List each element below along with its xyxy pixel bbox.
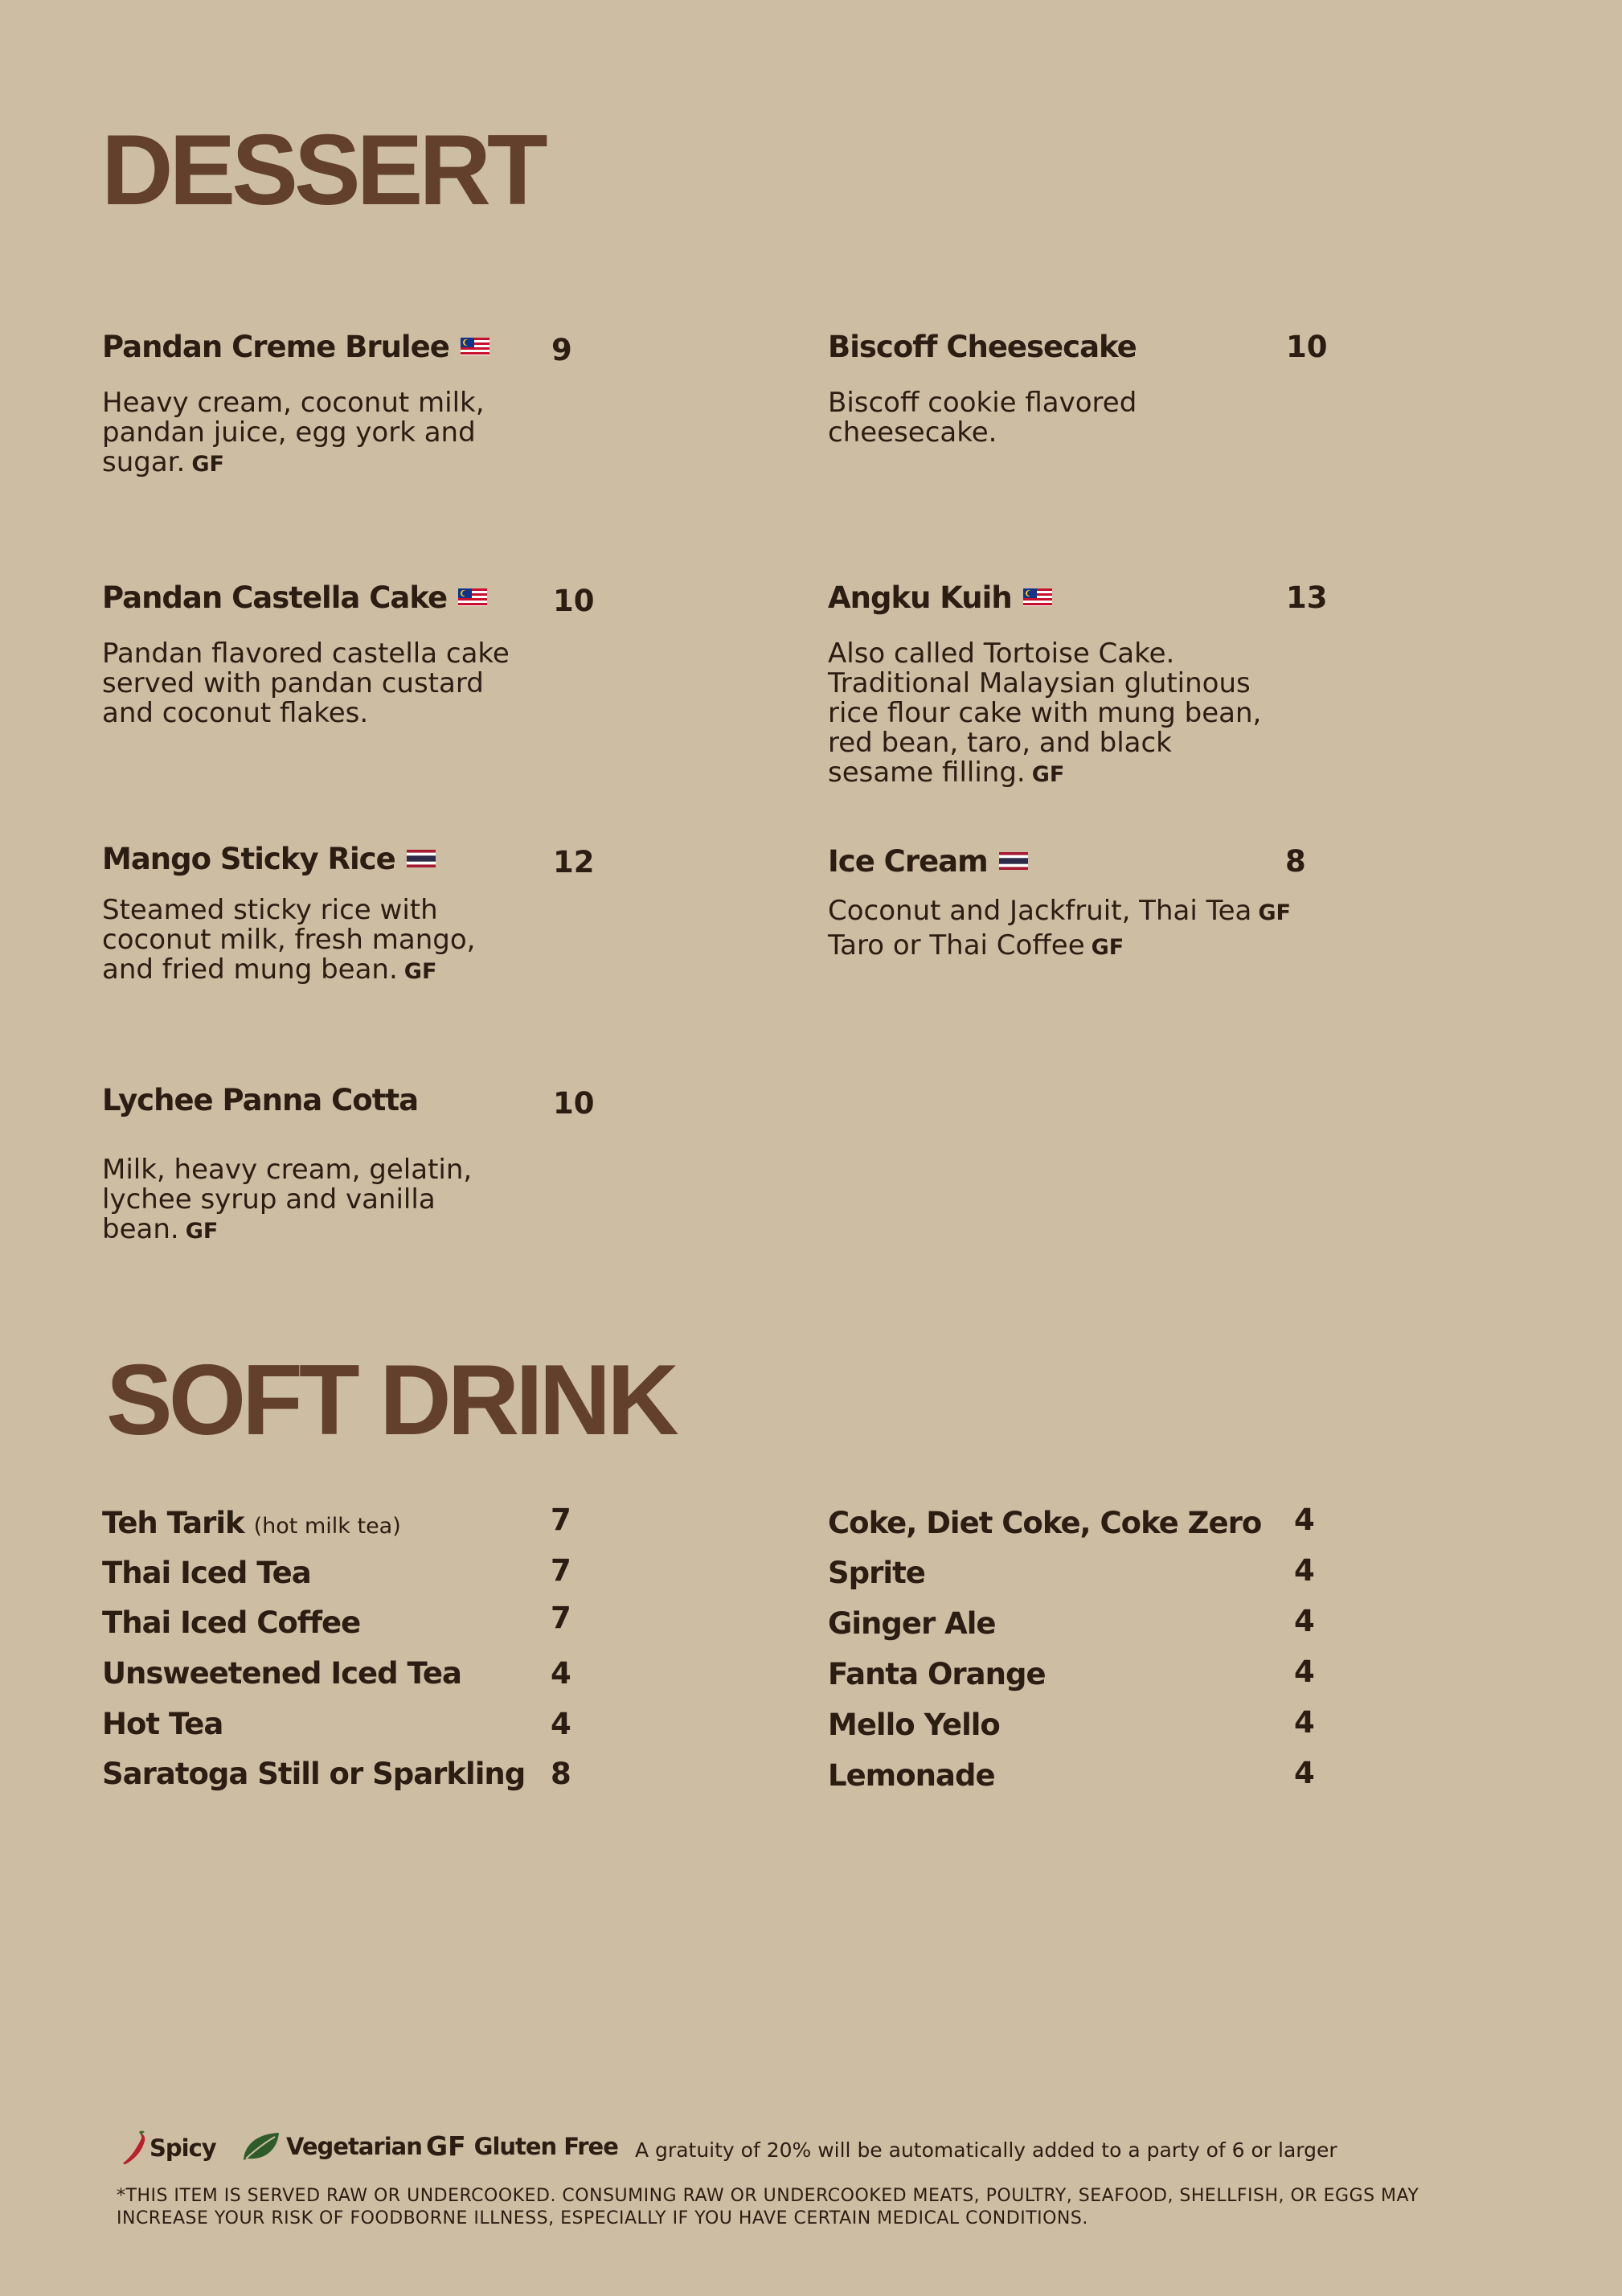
drink-name: Thai Iced Coffee [102, 1605, 361, 1640]
drink-price: 4 [1294, 1553, 1315, 1588]
raw-food-disclaimer: *THIS ITEM IS SERVED RAW OR UNDERCOOKED. CONSUMING RAW OR UNDERCOOKED MEATS, POULTRY, SEAFOOD, SHELLFISH, OR EGGS MAY INCREASE YOUR RISK OF FOODBORNE ILLNESS, ESPECIALLY IF YOU HAVE CERTAIN MEDICAL CONDITIONS. [117, 2186, 1419, 2228]
thailand-flag-icon [407, 850, 436, 867]
item-price: 9 [551, 333, 572, 367]
item-price: 10 [553, 1086, 595, 1121]
item-price: 8 [1285, 844, 1306, 879]
gluten-free-tag: GF [185, 1219, 219, 1244]
drink-name: Saratoga Still or Sparkling [102, 1757, 526, 1791]
item-name: Angku Kuih [828, 583, 1052, 613]
item-description: Also called Tortoise Cake. Traditional Malaysian glutinous rice flour cake with mung bean, red bean, taro, and black sesame filling. GF [828, 638, 1262, 789]
drink-row-teh-tarik [102, 1503, 584, 1547]
drink-row-coke [828, 1503, 1326, 1547]
drink-row-thai-iced-tea [102, 1553, 584, 1597]
malaysia-flag-icon [461, 338, 489, 355]
malaysia-flag-icon [1023, 588, 1052, 606]
item-description: Pandan flavored castella cake served with pandan custard and coconut flakes. [102, 638, 510, 729]
legend-spicy [121, 2130, 216, 2166]
drink-price: 8 [551, 1757, 571, 1791]
drink-price: 4 [1294, 1503, 1315, 1537]
gratuity-note: A gratuity of 20% will be automatically added to a party of 6 or larger [635, 2138, 1337, 2162]
item-price: 10 [553, 584, 595, 618]
item-name: Pandan Creme Brulee [102, 332, 489, 362]
drink-price: 4 [1294, 1705, 1315, 1740]
item-name: Ice Cream [828, 847, 1028, 876]
drink-name: Teh Tarik (hot milk tea) [102, 1506, 401, 1540]
gluten-free-tag: GF [1091, 935, 1124, 960]
drink-price: 7 [551, 1503, 571, 1537]
gluten-free-tag: GF [403, 959, 437, 984]
drink-row-fanta-orange [828, 1654, 1326, 1698]
drink-row-ginger-ale [828, 1604, 1326, 1647]
drink-price: 4 [1294, 1604, 1315, 1638]
item-name: Lychee Panna Cotta [102, 1083, 419, 1117]
item-name: Mango Sticky Rice [102, 844, 436, 874]
soft-drink-section-title: SOFT DRINK [106, 1345, 675, 1456]
item-price: 10 [1286, 330, 1328, 364]
drink-price: 4 [551, 1707, 571, 1741]
legend-gluten-free-label: Gluten Free [473, 2132, 618, 2160]
gf-mark: GF [426, 2130, 466, 2162]
drink-row-lemonade [828, 1756, 1326, 1799]
drink-row-saratoga [102, 1759, 584, 1798]
item-name: Biscoff Cheesecake [828, 330, 1137, 364]
item-name: Pandan Castella Cake [102, 583, 487, 613]
drink-row-mello-yello [828, 1705, 1326, 1749]
item-description: Coconut and Jackfruit, Thai Tea GF Taro or Thai Coffee GF [828, 895, 1291, 961]
item-description: Milk, heavy cream, gelatin, lychee syrup and vanilla bean. GF [102, 1154, 473, 1245]
drink-note: (hot milk tea) [253, 1514, 401, 1539]
drink-price: 4 [1294, 1756, 1315, 1790]
drink-name: Coke, Diet Coke, Coke Zero [828, 1506, 1262, 1540]
legend [0, 2130, 1622, 2171]
drink-price: 4 [551, 1656, 571, 1691]
drink-name: Unsweetened Iced Tea [102, 1656, 461, 1691]
drink-price: 7 [551, 1553, 571, 1588]
drink-name: Sprite [828, 1556, 925, 1590]
legend-vegetarian [241, 2130, 422, 2163]
legend-vegetarian-label: Vegetarian [286, 2133, 422, 2160]
item-price: 12 [553, 845, 595, 879]
drink-name: Thai Iced Tea [102, 1556, 311, 1590]
thailand-flag-icon [999, 852, 1028, 870]
drink-name: Ginger Ale [828, 1606, 996, 1641]
gluten-free-tag: GF [191, 452, 224, 477]
legend-gluten-free [426, 2130, 618, 2162]
drink-name: Lemonade [828, 1758, 995, 1793]
drink-price: 7 [551, 1601, 571, 1635]
item-price: 13 [1286, 580, 1328, 615]
drink-price: 4 [1294, 1654, 1315, 1689]
drink-row-sprite [828, 1553, 1326, 1597]
drink-name: Mello Yello [828, 1708, 1000, 1742]
item-description: Steamed sticky rice with coconut milk, fresh mango, and fried mung bean. GF [102, 894, 476, 986]
leaf-icon [241, 2130, 281, 2163]
drink-name: Fanta Orange [828, 1657, 1046, 1691]
item-description: Biscoff cookie flavored cheesecake. [828, 387, 1137, 449]
drink-name: Hot Tea [102, 1707, 223, 1741]
drink-row-unsweetened-iced-tea [102, 1658, 584, 1697]
dessert-section-title: DESSERT [101, 115, 544, 226]
legend-spicy-label: Spicy [150, 2134, 216, 2162]
gluten-free-tag: GF [1258, 900, 1291, 925]
drink-row-thai-iced-coffee [102, 1601, 584, 1646]
malaysia-flag-icon [458, 588, 487, 606]
item-description: Heavy cream, coconut milk, pandan juice, egg york and sugar. GF [102, 387, 485, 478]
chili-pepper-icon [121, 2130, 148, 2166]
gluten-free-tag: GF [1031, 762, 1065, 787]
drink-row-hot-tea [102, 1709, 584, 1748]
